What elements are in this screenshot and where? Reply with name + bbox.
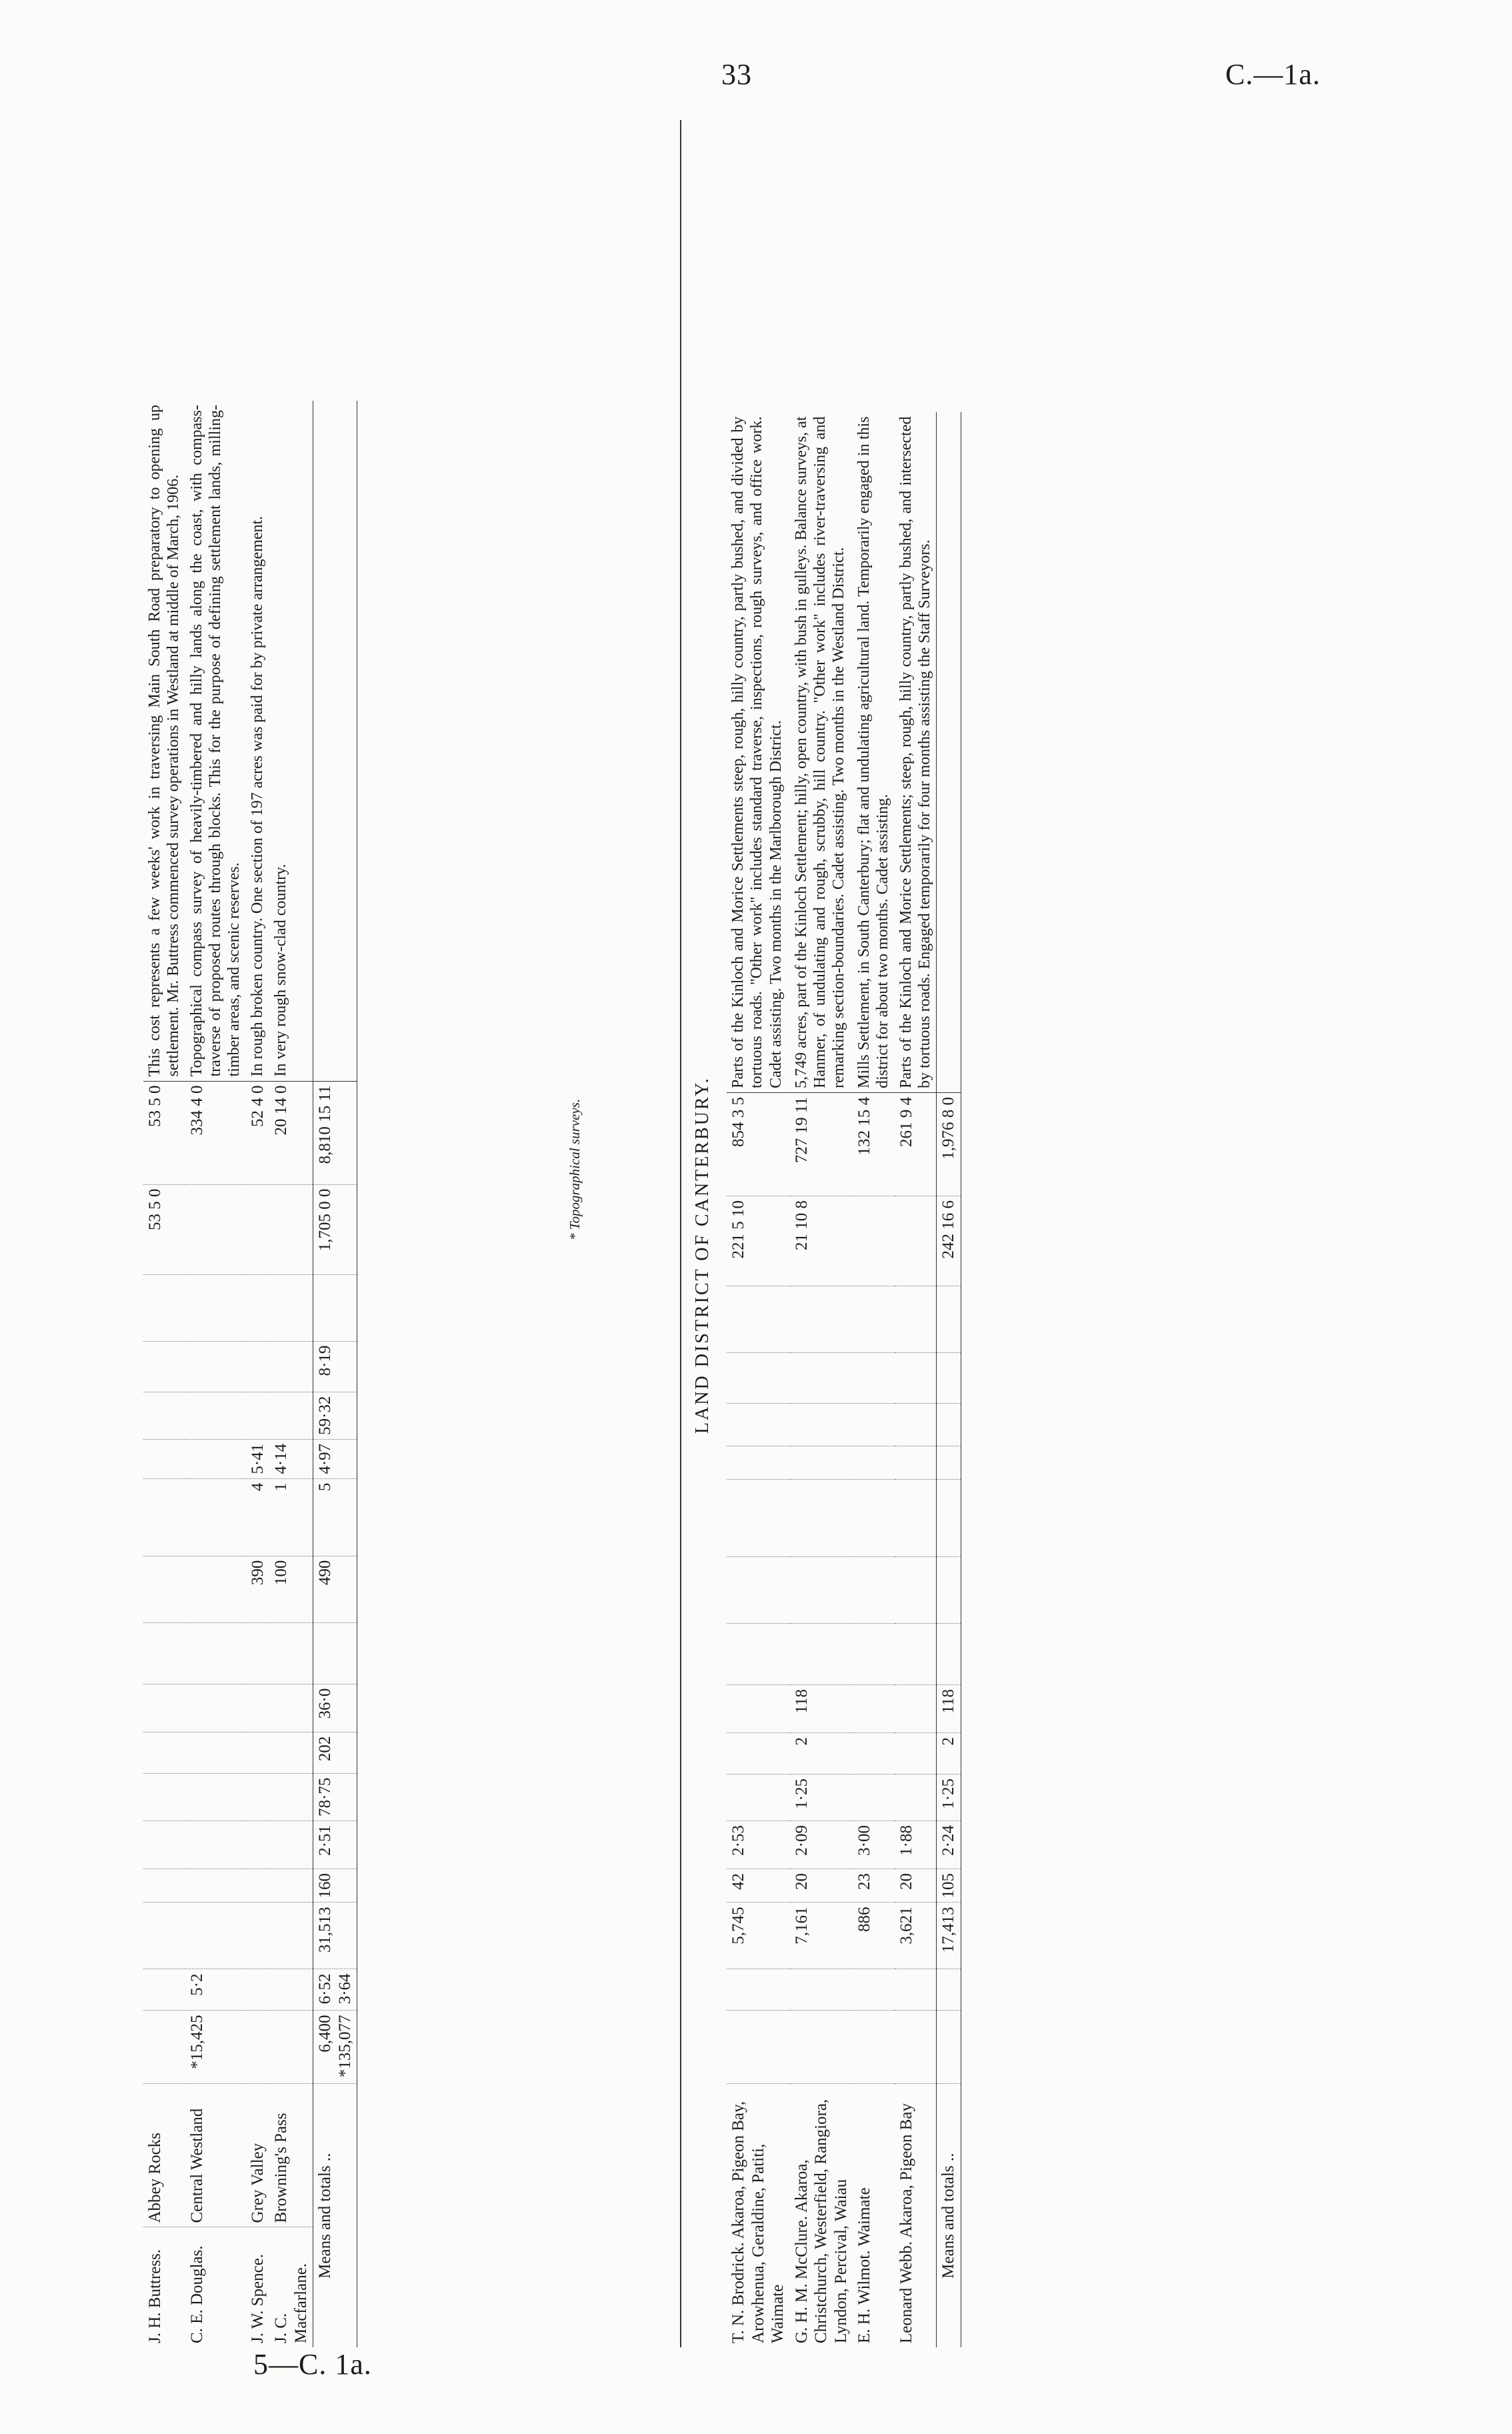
total-cost: 261 9 4 — [895, 1093, 937, 1196]
cost-per-acre — [143, 1969, 185, 2011]
area-value — [727, 2011, 790, 2084]
cost-per-acre — [895, 1969, 937, 2011]
cell — [143, 1622, 185, 1684]
other-expenses: 221 5 10 — [727, 1196, 790, 1286]
totals-row — [313, 401, 357, 2347]
cell: 1·88 — [895, 1821, 937, 1869]
cell — [269, 1869, 313, 1903]
cell — [853, 1353, 895, 1404]
total-cell: 2·24 — [937, 1821, 961, 1869]
cell — [143, 1903, 185, 1969]
total-cell: 2·51 — [313, 1821, 357, 1869]
locality: Akaroa, Pigeon Bay, Arowhenua, Geraldine, Patiti, Waimate — [729, 2101, 787, 2343]
remarks: Parts of the Kinloch and Morice Settlements steep, rough, hilly country, partly bushed, and divided by tortuous roads. "Other work" includes standard traverse, inspections, rough surveys, and office work. Cadet assisting. Two months in the Marlborough District. — [727, 413, 790, 1093]
table-row — [727, 413, 790, 2348]
cell — [269, 1773, 313, 1820]
cost-per-acre-mean: 6·52 3·64 — [313, 1969, 357, 2011]
remarks — [937, 413, 961, 1093]
cell — [269, 1732, 313, 1773]
page-number: 33 — [721, 58, 752, 91]
cell — [853, 1557, 895, 1624]
cell — [790, 1557, 853, 1624]
cell — [143, 1556, 185, 1622]
remarks — [313, 401, 357, 1081]
cell — [269, 1903, 313, 1969]
cell — [853, 1624, 895, 1685]
cell — [185, 1478, 246, 1556]
remarks: 5,749 acres, part of the Kinloch Settlement; hilly, open country, with bush in gulleys. Balance surveys, at Hanmer, of undulating and rough, scrubby, hill country. "Other work" includes river-traversing and remarking section-boundaries. Cadet assisting. Two months in the Westland District. — [790, 413, 853, 1093]
total-cell: 160 — [313, 1869, 357, 1903]
locality: Waimate — [855, 2187, 873, 2247]
cell — [727, 1404, 790, 1446]
surveyor-and-locality — [853, 2084, 895, 2347]
canterbury-section — [727, 413, 961, 2348]
cell — [895, 1774, 937, 1821]
cell: 390 — [246, 1556, 270, 1622]
cost-per-acre — [727, 1969, 790, 2011]
cost-per-acre — [246, 1969, 270, 2011]
cell — [727, 1733, 790, 1774]
total-cell — [313, 1622, 357, 1684]
canterbury-table — [727, 413, 961, 2348]
cell: 4 — [246, 1478, 270, 1556]
remarks: In rough broken country. One section of 197 acres was paid for by private arrangement. — [246, 401, 270, 1081]
total-cell — [937, 1557, 961, 1624]
total-cell — [937, 1286, 961, 1353]
total-cell: 1·25 — [937, 1774, 961, 1821]
total-cost: 727 19 11 — [790, 1093, 853, 1196]
remarks: Parts of the Kinloch and Morice Settlements; steep, rough, hilly country, partly bushed, and intersected by tortuous roads. Engaged temporarily for four months assisting the Staff Surveyors. — [895, 413, 937, 1093]
other-expenses-total: 242 16 6 — [937, 1196, 961, 1286]
cell: 20 — [790, 1869, 853, 1903]
table-row — [185, 401, 246, 2347]
cell — [143, 1392, 185, 1439]
cell — [853, 1404, 895, 1446]
other-expenses — [246, 1184, 270, 1274]
cell — [853, 1685, 895, 1733]
total-cost: 20 14 0 — [269, 1081, 313, 1184]
cell — [246, 1821, 270, 1869]
cell — [790, 1353, 853, 1404]
cell — [853, 1446, 895, 1480]
cost-per-acre: 5·2 — [185, 1969, 246, 2011]
surveyor-name: J. H. Buttress. — [146, 2249, 164, 2343]
cell — [895, 1353, 937, 1404]
table-row — [853, 413, 895, 2348]
surveyor-and-locality — [895, 2084, 937, 2347]
locality: Browning's Pass — [269, 2084, 313, 2227]
cell — [790, 1624, 853, 1685]
cell: 3·00 — [853, 1821, 895, 1869]
other-expenses — [853, 1196, 895, 1286]
other-expenses: 21 10 8 — [790, 1196, 853, 1286]
cell — [790, 1446, 853, 1480]
locality: Akaroa, Christchurch, Westerfield, Rangiora, Lyndon, Percival, Waiau — [792, 2099, 850, 2343]
cell — [853, 1480, 895, 1557]
total-cell: 490 — [313, 1556, 357, 1622]
total-cost-total: 1,976 8 0 — [937, 1093, 961, 1196]
cell — [185, 1439, 246, 1478]
total-cell: 8·19 — [313, 1341, 357, 1392]
footnote: * Topographical surveys. — [567, 1098, 583, 1240]
total-cell — [313, 1274, 357, 1341]
surveyor-and-locality — [790, 2084, 853, 2347]
cell — [185, 1622, 246, 1684]
area-value — [790, 2011, 853, 2084]
surveyor-name: E. H. Wilmot. — [855, 2250, 873, 2343]
cell: 23 — [853, 1869, 895, 1903]
cell — [185, 1821, 246, 1869]
cell — [185, 1274, 246, 1341]
cell — [727, 1353, 790, 1404]
remarks: Topographical compass survey of heavily-timbered and hilly lands along the coast, with compass-traverse of proposed routes through blocks. This for the purpose of defining settlement lands, milling-timber areas, and scenic reserves. — [185, 401, 246, 1081]
cell — [143, 1341, 185, 1392]
total-cell — [937, 1404, 961, 1446]
cell — [246, 1732, 270, 1773]
surveyor-name: Leonard Webb. — [897, 2241, 915, 2343]
cell — [727, 1624, 790, 1685]
cell: 1·25 — [790, 1774, 853, 1821]
cell — [790, 1404, 853, 1446]
locality: Grey Valley — [246, 2084, 270, 2227]
area-total — [937, 2011, 961, 2084]
cell — [246, 1773, 270, 1820]
cell — [727, 1286, 790, 1353]
cell — [246, 1341, 270, 1392]
total-cell: 78·75 — [313, 1773, 357, 1820]
total-cell — [937, 1446, 961, 1480]
total-cost-total: 8,810 15 11 — [313, 1081, 357, 1184]
cell — [185, 1732, 246, 1773]
cell — [853, 1286, 895, 1353]
cell: 3,621 — [895, 1903, 937, 1969]
cell: 1 — [269, 1478, 313, 1556]
total-cell: 4·97 — [313, 1439, 357, 1478]
cell — [185, 1869, 246, 1903]
table-row — [895, 413, 937, 2348]
cell: 4·14 — [269, 1439, 313, 1478]
surveyor-name: J. W. Spence. — [248, 2253, 267, 2343]
cell — [143, 1684, 185, 1732]
total-cell: 105 — [937, 1869, 961, 1903]
surveyor-name: C. E. Douglas. — [187, 2245, 206, 2343]
cost-per-acre — [790, 1969, 853, 2011]
cell — [269, 1392, 313, 1439]
cell: 100 — [269, 1556, 313, 1622]
district-heading: LAND DISTRICT OF CANTERBURY. — [692, 1076, 713, 1434]
cell — [727, 1557, 790, 1624]
total-cell: 36·0 — [313, 1684, 357, 1732]
cell: 118 — [790, 1685, 853, 1733]
cell — [246, 1622, 270, 1684]
remarks: Mills Settlement, in South Canterbury; flat and undulating agricultural land. Temporarily engaged in this district for about two months. Cadet assisting. — [853, 413, 895, 1093]
cell: 2·53 — [727, 1821, 790, 1869]
table-row — [143, 401, 185, 2347]
area-value — [143, 2011, 185, 2084]
area-total: 6,400 *135,077 — [313, 2011, 357, 2084]
total-cell: 118 — [937, 1685, 961, 1733]
cell — [143, 1732, 185, 1773]
table-row — [790, 413, 853, 2348]
total-cell — [937, 1624, 961, 1685]
total-cost: 132 15 4 — [853, 1093, 895, 1196]
locality: Abbey Rocks — [143, 2084, 185, 2227]
other-expenses: 53 5 0 — [143, 1184, 185, 1274]
locality: Akaroa, Pigeon Bay — [897, 2103, 915, 2239]
totals-label: Means and totals .. — [937, 2084, 961, 2347]
cell — [185, 1773, 246, 1820]
total-cost: 53 5 0 — [143, 1081, 185, 1184]
other-expenses — [185, 1184, 246, 1274]
total-cell — [937, 1480, 961, 1557]
cell: 2 — [790, 1733, 853, 1774]
locality: Central Westland — [185, 2084, 246, 2227]
westland-table — [143, 401, 357, 2347]
cell — [143, 1869, 185, 1903]
surveyor-name: J. C. Macfarlane. — [272, 2263, 310, 2343]
cell: 5·41 — [246, 1439, 270, 1478]
total-cell: 31,513 — [313, 1903, 357, 1969]
cell — [895, 1557, 937, 1624]
remarks: In very rough snow-clad country. — [269, 401, 313, 1081]
cell — [269, 1821, 313, 1869]
cell — [143, 1821, 185, 1869]
cell — [185, 1903, 246, 1969]
westland-section — [143, 401, 357, 2347]
cell — [246, 1274, 270, 1341]
area-value — [246, 2011, 270, 2084]
total-cell: 2 — [937, 1733, 961, 1774]
cell — [143, 1274, 185, 1341]
area-value: *15,425 — [185, 2011, 246, 2084]
area-value — [895, 2011, 937, 2084]
cell — [246, 1869, 270, 1903]
cell — [727, 1774, 790, 1821]
cell — [853, 1774, 895, 1821]
page-reference: C.—1a. — [1225, 58, 1321, 91]
cell: 2·09 — [790, 1821, 853, 1869]
cost-per-acre-mean — [937, 1969, 961, 2011]
cost-per-acre — [853, 1969, 895, 2011]
cell — [269, 1341, 313, 1392]
cell — [895, 1446, 937, 1480]
cell — [246, 1684, 270, 1732]
table-row — [269, 401, 313, 2347]
cell — [185, 1392, 246, 1439]
cell — [790, 1286, 853, 1353]
cell — [895, 1685, 937, 1733]
cell — [143, 1773, 185, 1820]
cell — [895, 1404, 937, 1446]
total-cell — [937, 1353, 961, 1404]
cell — [246, 1903, 270, 1969]
area-value — [853, 2011, 895, 2084]
cell — [727, 1480, 790, 1557]
totals-label: Means and totals .. — [313, 2084, 357, 2347]
cell — [895, 1624, 937, 1685]
cell — [269, 1684, 313, 1732]
cell — [727, 1446, 790, 1480]
cell — [246, 1392, 270, 1439]
table-row — [246, 401, 270, 2347]
cell: 42 — [727, 1869, 790, 1903]
sheet-signature: 5—C. 1a. — [253, 2348, 372, 2381]
cell — [269, 1274, 313, 1341]
cell — [269, 1622, 313, 1684]
cell: 7,161 — [790, 1903, 853, 1969]
area-value — [269, 2011, 313, 2084]
cell — [143, 1478, 185, 1556]
remarks: This cost represents a few weeks' work in traversing Main South Road preparatory to opening up settlement. Mr. Buttress commenced survey operations in Westland at middle of March, 1906. — [143, 401, 185, 1081]
cell: 5,745 — [727, 1903, 790, 1969]
cell — [895, 1480, 937, 1557]
cell — [185, 1684, 246, 1732]
cell — [185, 1556, 246, 1622]
total-cost: 334 4 0 — [185, 1081, 246, 1184]
cell — [790, 1480, 853, 1557]
cell: 886 — [853, 1903, 895, 1969]
total-cell: 17,413 — [937, 1903, 961, 1969]
totals-row — [937, 413, 961, 2348]
cell — [895, 1733, 937, 1774]
surveyor-name: G. H. M. McClure. — [792, 2216, 811, 2343]
surveyor-name: T. N. Brodrick. — [729, 2242, 747, 2343]
total-cell: 5 — [313, 1478, 357, 1556]
total-cell: 59·32 — [313, 1392, 357, 1439]
cell — [853, 1733, 895, 1774]
other-expenses — [269, 1184, 313, 1274]
total-cost: 52 4 0 — [246, 1081, 270, 1184]
total-cost: 854 3 5 — [727, 1093, 790, 1196]
cost-per-acre — [269, 1969, 313, 2011]
surveyor-and-locality — [727, 2084, 790, 2347]
cell: 20 — [895, 1869, 937, 1903]
total-cell: 202 — [313, 1732, 357, 1773]
cell — [895, 1286, 937, 1353]
cell — [727, 1685, 790, 1733]
other-expenses — [895, 1196, 937, 1286]
section-divider — [680, 120, 681, 2347]
cell — [185, 1341, 246, 1392]
other-expenses-total: 1,705 0 0 — [313, 1184, 357, 1274]
cell — [143, 1439, 185, 1478]
